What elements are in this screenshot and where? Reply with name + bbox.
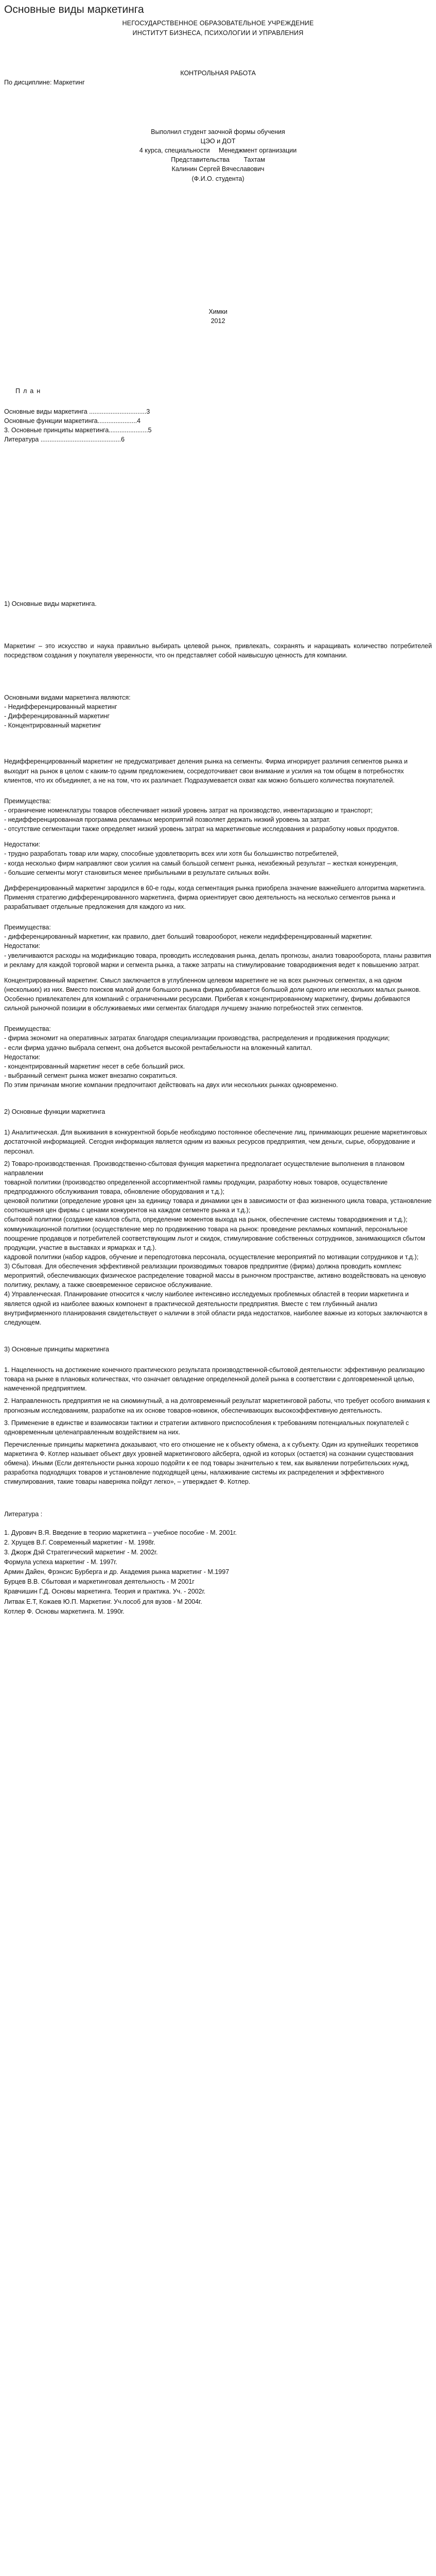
type-item: - Концентрированный маркетинг	[4, 722, 101, 730]
function-item: 1) Аналитическая. Для выживания в конкурентной борьбе необходимо постоянное обеспечение лиц, принимающих решение маркетинговых достаточной информацией. Сегодня информация является одним из важных ресурсов предприятия, чем деньги, сырье, оборудование и персонал.	[4, 1129, 427, 1155]
year: 2012	[211, 317, 225, 325]
diff-disadvantages-title: Недостатки:	[4, 942, 41, 950]
toc-item: 3. Основные принципы маркетинга......................5	[4, 427, 152, 434]
author-line-5: Калинин Сергей Вячеславович	[171, 165, 265, 173]
conc-advantages-title: Преимущества:	[4, 1025, 51, 1033]
undiff-advantages: - ограничение номенклатуры товаров обеспечивает низкий уровень затрат на производство, инвентаризацию и транспорт; - недифференцированная программа рекламных мероприятий позволяет держать низкий уровень за затрат. - отсутствие сегментации также определяет низкий уровень затрат на маркетинговые исследования и разработку новых продуктов.	[4, 806, 399, 833]
types-title: Основными видами маркетинга являются:	[4, 693, 131, 701]
concentrated-description: Концентрированный маркетинг. Смысл заключается в углубленном целевом маркетинге не на всех рыночных сегментах, а на одном (нескольких) из них. Вместо поисков малой доли большого рынка фирма добивается большой доли одного или нескольких малых рынков. Особенно привлекателен для компаний с ограниченными ресурсами. Прибегая к концентрированному маркетингу, фирмы добиваются сильной рыночной позиции в обслуживаемых ими сегментах благодаря лучшему знанию потребностей этих сегментов.	[4, 976, 421, 1012]
conc-advantages: - фирма экономит на оперативных затратах благодаря специализации производства, распределения и продвижения продукции; - если фирма удачно выбрала сегмент, она добъется высокой рентабельности на вложенный капитал.	[4, 1035, 390, 1052]
section-1-intro: Маркетинг – это искусство и наука правильно выбирать целевой рынок, привлекать, сохранять и наращивать количество потребителей посредством создания у покупателя уверенности, что он представляет собой наивысшую ценность для компании.	[4, 642, 432, 659]
institution-line-2: ИНСТИТУТ БИЗНЕСА, ПСИХОЛОГИИ И УПРАВЛЕНИЯ	[132, 29, 304, 37]
section-1-title: 1) Основные виды маркетинга.	[4, 600, 97, 607]
author-line-1: Выполнил студент заочной формы обучения	[151, 128, 285, 135]
function-item: 2) Товаро-производственная. Производственно-сбытовая функция маркетинга предполагает осуществление выполнения в плановом направлении	[4, 1160, 405, 1177]
function-item: ценовой политики (определение уровня цен за единицу товара и динамики цен в зависимости от фаз жизненного цикла товара, установление соотношения цен фирмы с ценами конкурентов на каждом сегменте рынка и т.д.);	[4, 1197, 432, 1214]
function-item: сбытовой политики (создание каналов сбыта, определение моментов выхода на рынок, обеспечение системы товародвижения и т.д.);	[4, 1216, 408, 1224]
diff-advantages: - дифференцированный маркетинг, как правило, дает больший товарооборот, нежели недифференцированный маркетинг.	[4, 933, 373, 941]
undifferentiated-description: Недифференцированный маркетинг не предусматривает деления рынка на сегменты. Фирма игнорирует различия сегментов рынка и выходит на рынок в целом с каким-то одним предложением, сосредоточивает свои внимание и усилия на том общем в потребностях клиентов, что их объединяет, а не на том, что их различает. Подразумевается охват как можно большего количества покупателей.	[4, 758, 408, 784]
type-item: - Недифференцированный маркетинг	[4, 703, 117, 711]
toc-item: Основные виды маркетинга ................................3	[4, 408, 150, 416]
discipline: По дисциплине: Маркетинг	[4, 78, 85, 86]
undiff-advantages-title: Преимущества:	[4, 797, 51, 805]
principle-item: Перечисленные принципы маркетинга доказывают, что его отношение не к объекту обмена, а к субъекту. Один из крупнейших теоретиков маркетинга Ф. Котлер называет объект двух уровней маркетингового айсберга, одной из которых (остается) на сознании существования обмена). Иными (Если деятельности рынка хорошо подойти к ее под товары значительно к тем, как выявлении потребительских нужд, разработка подходящих товаров и установление подходящей цены, налаживание системы их распределения и эффективного стимулирования, такие товары наверняка пойдут легко», – утверждает Ф. Котлер.	[4, 1440, 418, 1486]
differentiated-description: Дифференцированный маркетинг зародился в 60-е годы, когда сегментация рынка приобрела значение важнейшего алгоритма маркетинга. Применяя стратегию дифференцированного маркетинга, фирма ориентирует свою деятельность на несколько сегментов рынка и разрабатывает отдельные предложения для каждого из них.	[4, 884, 426, 911]
function-item: 3) Сбытовая. Для обеспечения эффективной реализации производимых товаров предприятие (фирма) должна проводить комплекс мероприятий, обеспечивающих физическое распределение товарной массы в рыночном пространстве, активно воздействовать на ценовую политику, рекламу, а также своевременное сервисное обслуживание.	[4, 1263, 426, 1289]
table-of-contents	[4, 407, 432, 445]
author-line-6: (Ф.И.О. студента)	[191, 175, 245, 182]
work-type: КОНТРОЛЬНАЯ РАБОТА	[180, 69, 256, 77]
toc-item: Основные функции маркетинга......................4	[4, 417, 141, 425]
section-2-title: 2) Основные функции маркетинга	[4, 1108, 106, 1116]
literature-item: Формула успеха маркетинг - М. 1997г.	[4, 1558, 117, 1566]
principle-item: 3. Применение в единстве и взаимосвязи тактики и стратегии активного приспособления к требованиям потенциальных покупателей с одновременным целенаправленным воздействием на них.	[4, 1419, 409, 1436]
author-block	[4, 127, 432, 183]
author-line-3: 4 курса, специальности Менеджмент организации	[139, 147, 297, 155]
page-title: Основные виды маркетинга	[4, 4, 144, 15]
function-item: товарной политики (производство определенной ассортиментной гаммы продукции, разработку новых товаров, осуществление предпродажного обслуживания товара, обновление оборудования и т.д.);	[4, 1178, 388, 1196]
section-3-title: 3) Основные принципы маркетинга	[4, 1345, 109, 1353]
literature-item: 1. Дурович В.Я. Введение в теорию маркетинга – учебное пособие - М. 2001г.	[4, 1529, 237, 1536]
literature-item: Литвак Е.Т, Кожаев Ю.П. Маркетинг. Уч.пособ для вузов - М 2004г.	[4, 1598, 202, 1605]
undiff-disadvantages-title: Недостатки:	[4, 841, 41, 849]
diff-advantages-title: Преимущества:	[4, 924, 51, 931]
literature-item: Кравчишин Г.Д. Основы маркетинга. Теория и практика. Уч. - 2002г.	[4, 1588, 206, 1596]
conc-note: По этим причинам многие компании предпочитают действовать на двух или нескольких рынках одновременно.	[4, 1081, 338, 1089]
conc-disadvantages-title: Недостатки:	[4, 1053, 41, 1061]
conc-disadvantages: - концентрированный маркетинг несет в себе больший риск. - выбранный сегмент рынка может внезапно сократиться.	[4, 1062, 185, 1079]
institution-line-1: НЕГОСУДАРСТВЕННОЕ ОБРАЗОВАТЕЛЬНОЕ УЧРЕЖДЕНИЕ	[122, 20, 314, 27]
literature-item: Армин Дайен, Фрэнсис Бурберга и др. Академия рынка маркетинг - М.1997	[4, 1568, 230, 1576]
type-item: - Дифференцированный маркетинг	[4, 713, 110, 720]
literature-item: 2. Хрущев В.Г. Современный маркетинг - М. 1998г.	[4, 1538, 155, 1546]
literature-item: Котлер Ф. Основы маркетинга. М. 1990г.	[4, 1607, 125, 1615]
toc-item: Литература .............................................6	[4, 436, 125, 444]
city: Химки	[208, 308, 228, 315]
literature-item: 3. Джорж Дэй Стратегический маркетинг - М. 2002г.	[4, 1548, 158, 1556]
literature-title: Литература :	[4, 1510, 43, 1518]
plan-title: План	[15, 387, 44, 395]
function-item: кадровой политики (набор кадров, обучение и переподготовка персонала, осуществление мероприятий по мотивации сотрудников и т.д.);	[4, 1253, 418, 1261]
author-line-4: Представительства Тахтам	[171, 156, 265, 164]
document-body	[0, 19, 436, 1616]
literature-item: Бурцев В.В. Сбытовая и маркетинговая деятельность - М 2001г	[4, 1578, 195, 1586]
principle-item: 2. Направленность предприятия не на сиюминутный, а на долговременный результат маркетинговой работы, что требует особого внимания к прогнозным исследованиям, разработке на их основе товаров-новинок, обеспечивающих высокоэффективную деятельность.	[4, 1397, 430, 1414]
diff-disadvantages: - увеличиваются расходы на модификацию товара, проводить исследования рынка, делать прогнозы, анализ товарооборота, планы развития и рекламу для каждой торговой марки и сегмента рынка, а также затраты на стимулирование товародвижения ведет к повышению затрат.	[4, 952, 431, 969]
literature-list	[4, 1528, 432, 1616]
function-item: 4) Управленческая. Планирование относится к числу наиболее интенсивно исследуемых проблемных областей в теории маркетинга и является одной из наиболее важных компонент в практической деятельности предприятия. Вместе с тем глубинный анализ внутрифирменного планирования свидетельствует о наличии в этой области ряда недостатков, наиболее важные из которых заключаются в следующем.	[4, 1291, 428, 1326]
author-line-2: ЦЭО и ДОТ	[200, 138, 236, 145]
principle-item: 1. Нацеленность на достижение конечного практического результата производственной-сбытовой деятельности: эффективную реализацию товара на рынке в плановых количествах, что означает овладение определенной долей рынка в соответствии с долговременной целью, намеченной предприятием.	[4, 1366, 425, 1393]
undiff-disadvantages: - трудно разработать товар или марку, способные удовлетворить всех или хотя бы большинство потребителей, - когда несколько фирм направляют свои усилия на самый большой сегмент рынка, неизбежный результат – жесткая конкуренция, - большие сегменты могут становиться менее прибыльными в результате сильных войн.	[4, 850, 398, 876]
function-item: коммуникационной политики (осуществление мер по продвижению товара на рынок: проведение рекламных компаний, персональное поощрение продавцов и потребителей соответствующим льгот и скидок, стимулирование собственных сотрудников, занимающихся сбытом продукции, участие в выставках и ярмарках и т.д.).	[4, 1225, 425, 1251]
